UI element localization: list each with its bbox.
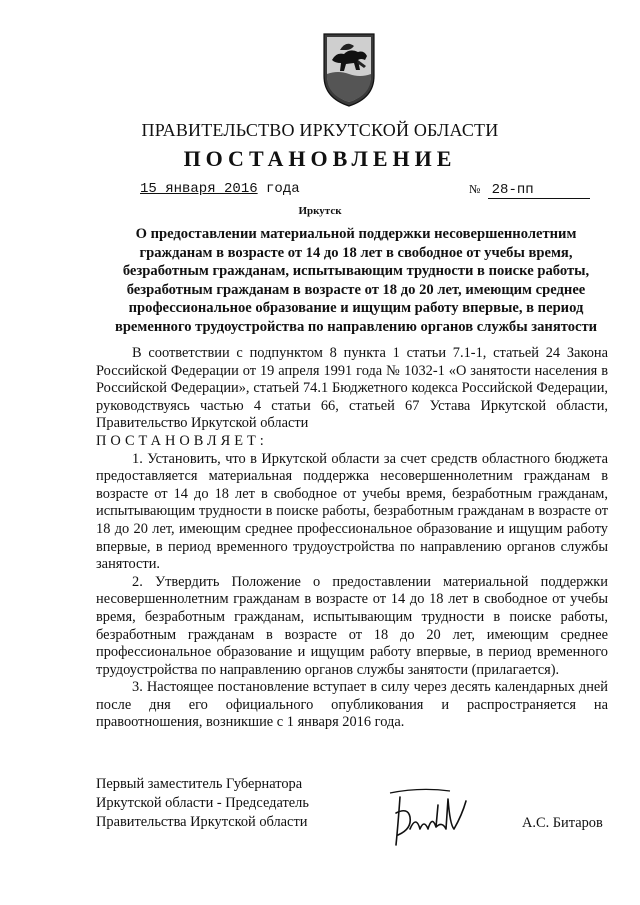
- signer-position: [96, 775, 309, 832]
- doc-body: [96, 345, 608, 732]
- doc-date-suffix: года: [266, 181, 300, 197]
- body-item-3: 3. Настоящее постановление вступает в силу через десять календарных дней после дня его официального опубликования и распространяется на правоотношения, возникшие с 1 января 2016 года.: [96, 679, 608, 731]
- irkutsk-coat-of-arms-icon: [318, 30, 380, 108]
- title-line: О предоставлении материальной поддержки несовершеннолетним: [135, 226, 577, 242]
- doc-number: [469, 182, 590, 199]
- doc-type: ПОСТАНОВЛЕНИЕ: [183, 146, 457, 171]
- signer-position-line: Первый заместитель Губернатора: [96, 776, 303, 792]
- preamble-paragraph: В соответствии с подпунктом 8 пункта 1 статьи 7.1-1, статьей 24 Закона Российской Федерации от 19 апреля 1991 года № 1032-1 «О занятости населения в Российской Федерации», статьей 74.1 Бюджетного кодекса Российской Федерации, руководствуясь частью 4 статьи 66, статьей 67 Устава Иркутской области, Правительство Иркутской области: [96, 345, 608, 432]
- body-item-1: 1. Установить, что в Иркутской области за счет средств областного бюджета предоставляется материальная поддержка несовершеннолетним гражданам в возрасте от 14 до 18 лет в свободное от учебы время, безработным гражданам, испытывающим трудности в поиске работы, безработным гражданам в возрасте от 18 до 20 лет, имеющим среднее профессиональное образование и ищущим работу впервые, в период временного трудоустройства по направлению органов службы занятости.: [96, 450, 608, 573]
- title-line: гражданам в возрасте от 14 до 18 лет в свободное от учебы время,: [139, 244, 573, 261]
- doc-date-value: 15 января 2016: [140, 181, 258, 197]
- handwritten-signature-icon: [380, 785, 490, 855]
- signer-position-line: Иркутской области - Председатель: [96, 795, 309, 811]
- title-line: безработным гражданам, испытывающим трудности в поиске работы,: [122, 263, 590, 279]
- signer-position-line: Правительства Иркутской области: [96, 814, 308, 830]
- body-item-2: 2. Утвердить Положение о предоставлении материальной поддержки несовершеннолетним гражданам в возрасте от 14 до 18 лет в свободное от учебы время, безработным гражданам, испытывающим трудности в поиске работы, безработным гражданам в возрасте от 18 до 20 лет, имеющим среднее профессиональное образование и ищущим работу впервые, в период временного трудоустройства по направлению органов службы занятости (прилагается).: [96, 573, 608, 678]
- signer-name: А.С. Битаров: [522, 815, 603, 831]
- doc-number-label: №: [469, 182, 481, 196]
- decree-word: ПОСТАНОВЛЯЕТ:: [96, 432, 268, 449]
- title-line: профессиональное образование и ищущим работу впервые, в период: [128, 300, 584, 316]
- doc-date: [140, 181, 300, 197]
- title-line: временного трудоустройства по направлению органов службы занятости: [114, 318, 598, 335]
- doc-number-value: 28-пп: [488, 182, 590, 199]
- org-name: ПРАВИТЕЛЬСТВО ИРКУТСКОЙ ОБЛАСТИ: [141, 120, 499, 140]
- title-line: безработным гражданам в возрасте от 18 до 20 лет, имеющим среднее: [126, 281, 586, 298]
- doc-title: [96, 225, 616, 336]
- doc-city: Иркутск: [298, 205, 342, 217]
